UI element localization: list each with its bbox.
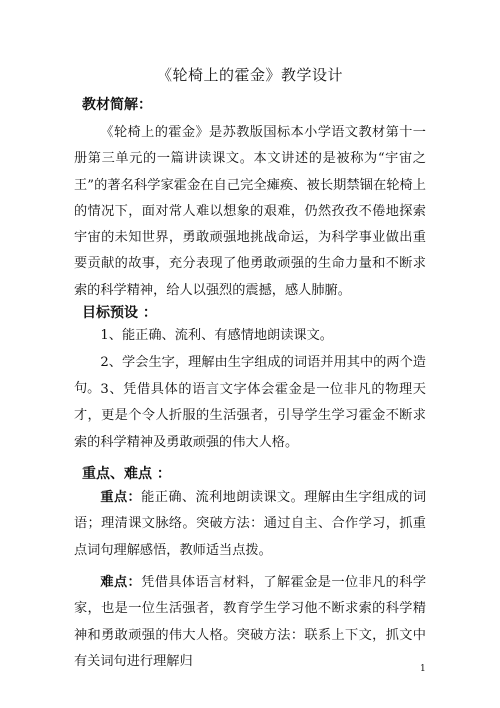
intro-paragraph: 《轮椅上的霍金》是苏教版国标本小学语文教材第十一册第三单元的一篇讲读课文。本文讲述的是被称为“宇宙之王”的著名科学家霍金在自己完全瘫痪、被长期禁锢在轮椅上的情况下，面对常人难以想象的艰难，仍然孜孜不倦地探索宇宙的未知世界，勇敢顽强地挑战命运，为科学事业做出重要贡献的故事，充分表现了他勇敢顽强的生命力量和不断求索的科学精神，给人以强烈的震撼，感人肺腑。 <box>74 125 426 298</box>
focus-label: 重点： <box>100 490 142 505</box>
focus-text: 能正确、流利地朗读课文。理解由生字组成的词语；理清课文脉络。突破方法：通过自主、合作学习，抓重点词句理解感悟，教师适当点拨。 <box>74 490 427 558</box>
document-title: 《轮椅上的霍金》教学设计 <box>156 66 343 84</box>
focus-paragraph <box>74 485 426 564</box>
section-heading-keypoints: 重点、难点 ： <box>82 466 171 482</box>
difficulty-text: 凭借具体语言材料，了解霍金是一位非凡的科学家，也是一位生活强者，教育学生学习他不断求索的科学精神和勇敢顽强的伟大人格。突破方法：联系上下文，抓文中有关词句进行理解归 <box>74 575 427 669</box>
page-number: 1 <box>420 664 426 674</box>
section-heading-intro: 教材简解： <box>82 97 152 113</box>
section-heading-goals: 目标预设 ： <box>82 305 157 321</box>
difficulty-label: 难点： <box>100 575 142 590</box>
goal-item: 1、能正确、流利、有感情地朗读课文。 <box>100 328 333 343</box>
goal-item: 3、凭借具体的语言文字体会霍金是一位非凡的物理天才，更是个令人折服的生活强者，引导学生学习霍金不断求索的科学精神及勇敢顽强的伟大人格。 <box>74 382 426 450</box>
goal-item: 2、学会生字，理解由生字组成的词语并用其中的两个造句。 <box>74 355 426 397</box>
difficulty-paragraph <box>74 570 426 675</box>
